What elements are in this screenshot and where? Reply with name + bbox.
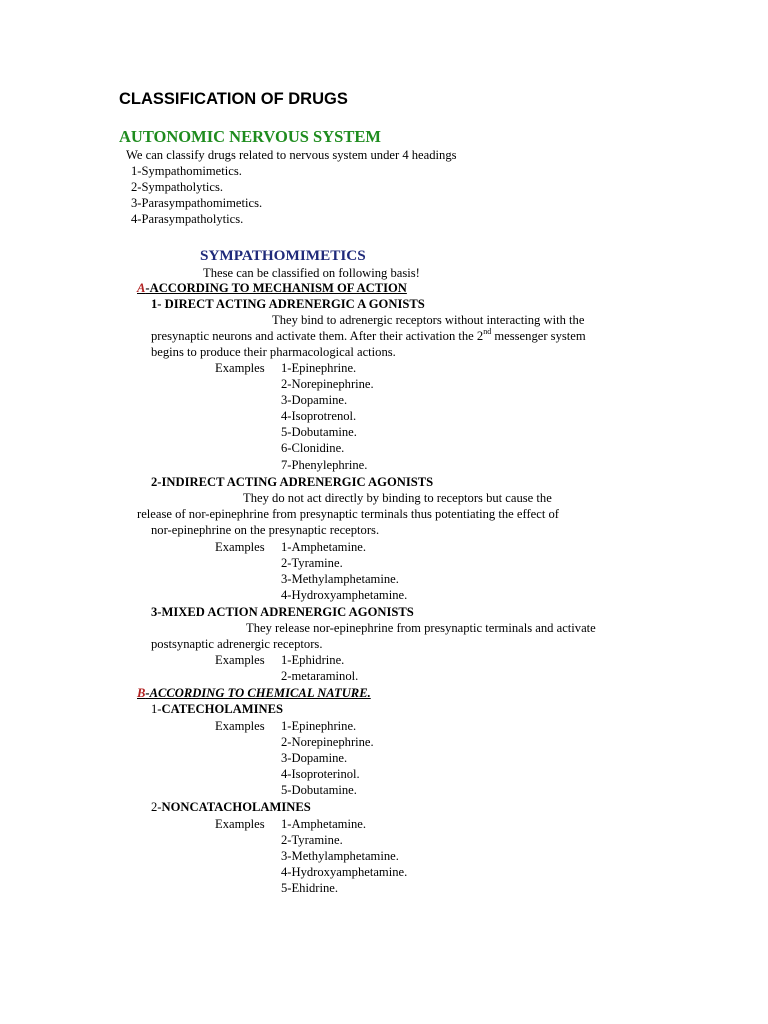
- examples-label: Examples: [215, 817, 265, 831]
- section-a-title: -ACCORDING TO MECHANISM OF ACTION: [145, 281, 407, 295]
- example-item: 2-Tyramine.: [281, 556, 343, 570]
- direct-line-2a: presynaptic neurons and activate them. After their activation the 2: [151, 329, 484, 343]
- indirect-line-1: They do not act directly by binding to receptors but cause the: [243, 491, 552, 505]
- symp-heading: SYMPATHOMIMETICS: [200, 247, 366, 264]
- example-item: 4-Hydroxyamphetamine.: [281, 865, 408, 879]
- ans-item: 3-Parasympathomimetics.: [131, 196, 263, 210]
- mixed-line-1: They release nor-epinephrine from presynaptic terminals and activate: [246, 621, 596, 635]
- direct-line-1: They bind to adrenergic receptors without interacting with the: [272, 313, 585, 327]
- ans-item: 1-Sympathomimetics.: [131, 164, 242, 178]
- example-item: 3-Dopamine.: [281, 751, 348, 765]
- example-item: 1-Amphetamine.: [281, 817, 366, 831]
- noncatecholamines-name: NONCATACHOLAMINES: [161, 800, 311, 814]
- example-item: 3-Methylamphetamine.: [281, 849, 399, 863]
- example-item: 2-Tyramine.: [281, 833, 343, 847]
- direct-line-3: begins to produce their pharmacological actions.: [151, 345, 396, 359]
- ans-heading: AUTONOMIC NERVOUS SYSTEM: [119, 127, 381, 146]
- superscript: nd: [483, 326, 492, 336]
- noncatecholamines-number: 2-: [151, 800, 162, 814]
- example-item: 1-Epinephrine.: [281, 361, 357, 375]
- ans-intro: We can classify drugs related to nervous system under 4 headings: [126, 148, 457, 162]
- catecholamines-heading: [151, 702, 283, 717]
- examples-label: Examples: [215, 719, 265, 733]
- indirect-line-3: nor-epinephrine on the presynaptic receptors.: [151, 523, 380, 537]
- example-item: 1-Epinephrine.: [281, 719, 357, 733]
- section-a-heading: [137, 281, 407, 296]
- catecholamines-name: CATECHOLAMINES: [161, 702, 284, 716]
- example-item: 3-Dopamine.: [281, 393, 348, 407]
- example-item: 1-Amphetamine.: [281, 540, 366, 554]
- example-item: 4-Hydroxyamphetamine.: [281, 588, 408, 602]
- examples-label: Examples: [215, 361, 265, 375]
- indirect-line-2: release of nor-epinephrine from presynaptic terminals thus potentiating the effect of: [137, 507, 559, 521]
- section-b-heading: [137, 686, 371, 701]
- mixed-heading: 3-MIXED ACTION ADRENERGIC AGONISTS: [151, 605, 414, 619]
- mixed-line-2: postsynaptic adrenergic receptors.: [151, 637, 323, 651]
- ans-item: 4-Parasympatholytics.: [131, 212, 244, 226]
- example-item: 4-Isoprotrenol.: [281, 409, 357, 423]
- direct-line-2: [151, 326, 586, 344]
- example-item: 2-Norepinephrine.: [281, 735, 374, 749]
- catecholamines-number: 1-: [151, 702, 162, 716]
- examples-label: Examples: [215, 653, 265, 667]
- section-b-title: -ACCORDING TO CHEMICAL NATURE.: [145, 686, 371, 700]
- example-item: 5-Dobutamine.: [281, 425, 357, 439]
- example-item: 3-Methylamphetamine.: [281, 572, 399, 586]
- example-item: 4-Isoproterinol.: [281, 767, 360, 781]
- examples-label: Examples: [215, 540, 265, 554]
- section-b-letter: B: [137, 686, 146, 700]
- example-item: 2-metaraminol.: [281, 669, 359, 683]
- example-item: 2-Norepinephrine.: [281, 377, 374, 391]
- example-item: 5-Ehidrine.: [281, 881, 339, 895]
- page-title: CLASSIFICATION OF DRUGS: [119, 90, 348, 108]
- example-item: 6-Clonidine.: [281, 441, 345, 455]
- section-a-letter: A: [137, 281, 146, 295]
- direct-heading: 1- DIRECT ACTING ADRENERGIC A GONISTS: [151, 297, 425, 311]
- example-item: 7-Phenylephrine.: [281, 458, 368, 472]
- example-item: 5-Dobutamine.: [281, 783, 357, 797]
- example-item: 1-Ephidrine.: [281, 653, 345, 667]
- indirect-heading: 2-INDIRECT ACTING ADRENERGIC AGONISTS: [151, 475, 434, 489]
- noncatecholamines-heading: [151, 800, 311, 815]
- direct-line-2b: messenger system: [491, 329, 586, 343]
- symp-intro: These can be classified on following basis!: [203, 266, 420, 280]
- ans-item: 2-Sympatholytics.: [131, 180, 223, 194]
